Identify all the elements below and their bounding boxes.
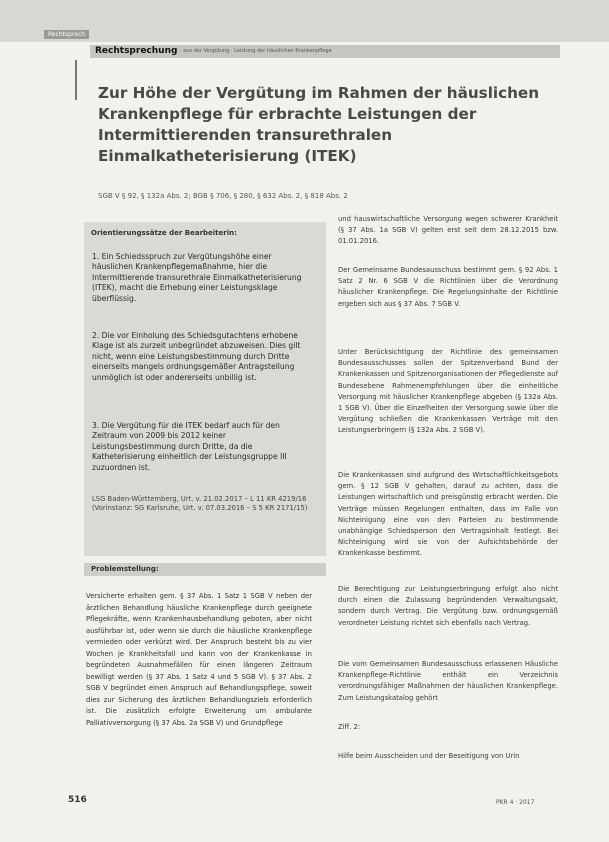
- header-subtitle: · aus der Vergütung · Leistung der häuslichen Krankenpflege: [180, 48, 332, 54]
- vertical-rule: [75, 60, 77, 100]
- orientation-heading: Orientierungssätze der Bearbeiterin:: [91, 229, 237, 237]
- article-citation: SGB V § 92, § 132a Abs. 2; BGB § 706, § 280, § 632 Abs. 2, § 818 Abs. 2: [98, 192, 348, 200]
- section-tag: Rechtsprech: [44, 30, 89, 39]
- orientation-item-1: 1. Ein Schiedsspruch zur Vergütungshöhe einer häuslichen Krankenpflegemaßnahme, hier die Intermittierende transurethrale Einmalkatheterisierung (ITEK), macht die Erhebung einer Leistungsklage überflüssig.: [92, 252, 302, 303]
- right-paragraph-2: Der Gemeinsame Bundesausschuss bestimmt gem. § 92 Abs. 1 Satz 2 Nr. 6 SGB V die Richtlinien über die Verordnung häuslicher Krankenpflege. Die Regelungsinhalte der Richtlinie ergeben sich aus § 37 Abs. 7 SGB V.: [338, 266, 558, 308]
- right-paragraph-3: Unter Berücksichtigung der Richtlinie des gemeinsamen Bundesausschusses sollen der Spitzenverband Bund der Krankenkassen und Spitzenorganisationen der Pflegedienste auf Bundesebene Rahmenempfehlungen über die einheitliche Versorgung mit häuslicher Krankenpflege abgeben (§ 132a Abs. 1 SGB V). Über die Einzelheiten der Versorgung sowie über die Vergütung schließen die Krankenkassen Verträge mit den Leistungserbringern (§ 132a Abs. 2 SGB V).: [338, 348, 558, 435]
- right-paragraph-7: Ziff. 2:: [338, 723, 361, 731]
- right-paragraph-6: Die vom Gemeinsamen Bundesausschuss erlassenen Häusliche Krankenpflege-Richtlinie enthält ein Verzeichnis verordnungsfähiger Maßnahmen der häuslichen Krankenpflege. Zum Leistungskatalog gehört: [338, 660, 558, 702]
- page-number: 516: [68, 795, 87, 805]
- problem-text: Versicherte erhalten gem. § 37 Abs. 1 Satz 1 SGB V neben der ärztlichen Behandlung häusliche Krankenpflege durch geeignete Pflegekräfte, wenn Krankenhausbehandlung geboten, aber nicht ausführbar ist, oder wenn sie durch die häusliche Krankenpflege vermieden oder verkürzt wird. Der Anspruch besteht bis zu vier Wochen je Krankheitsfall und kann von der Krankenkasse in begründeten Ausnahmefällen für einen längeren Zeitraum bewilligt werden (§ 37 Abs. 1 Satz 4 und 5 SGB V). § 37 Abs. 2 SGB V begründet einen Anspruch auf Behandlungspflege, soweit dies zur Sicherung des ärztlichen Behandlungsziels erforderlich ist. Die zusätzlich erfolgte Erweiterung um ambulante Palliativversorgung (§ 37 Abs. 2a SGB V) und Grundpflege: [86, 592, 312, 727]
- header-title: Rechtsprechung: [95, 46, 178, 56]
- orientation-item-3: 3. Die Vergütung für die ITEK bedarf auch für den Zeitraum von 2009 bis 2012 keiner Leistungsbestimmung durch Dritte, da die Katheterisierung einheitlich der Leistungsgruppe III zuzuordnen ist.: [92, 421, 287, 472]
- top-band: [0, 0, 609, 42]
- right-paragraph-8: Hilfe beim Ausscheiden und der Beseitigung von Urin: [338, 752, 520, 760]
- article-title: Zur Höhe der Vergütung im Rahmen der häuslichen Krankenpflege für erbrachte Leistungen der Intermittierenden transurethralen Einmalkatheterisierung (ITEK): [98, 84, 540, 165]
- problem-heading: Problemstellung:: [91, 565, 159, 573]
- right-paragraph-4: Die Krankenkassen sind aufgrund des Wirtschaftlichkeitsgebots gem. § 12 SGB V gehalten, darauf zu achten, dass die Leistungen wirtschaftlich und preisgünstig erbracht werden. Die Verträge müssen Regelungen enthalten, dass im Falle von Nichteinigung eine von den Parteien zu bestimmende unabhängige Schiedsperson den Vertragsinhalt festlegt. Bei Nichteinigung wird sie von der Aufsichtsbehörde der Krankenkasse bestimmt.: [338, 471, 558, 558]
- orientation-source: LSG Baden-Württemberg, Urt. v. 21.02.2017 – L 11 KR 4219/16 (Vorinstanz: SG Karlsruhe, Urt. v. 07.03.2016 – S 5 KR 2171/15): [92, 495, 308, 513]
- right-paragraph-5: Die Berechtigung zur Leistungserbringung erfolgt also nicht durch einen die Zulassung begründenden Verwaltungsakt, sondern durch Vertrag. Die Vergütung bzw. ordnungsgemäß verordneter Leistung richtet sich ebenfalls nach Vertrag.: [338, 585, 558, 627]
- journal-issue: PKR 4 · 2017: [496, 799, 535, 806]
- right-paragraph-1: und hauswirtschaftliche Versorgung wegen schwerer Krankheit (§ 37 Abs. 1a SGB V) gelten erst seit dem 28.12.2015 bzw. 01.01.2016.: [338, 215, 558, 246]
- orientation-item-2: 2. Die vor Einholung des Schiedsgutachtens erhobene Klage ist als zurzeit unbegründet abzuweisen. Dies gilt nicht, wenn eine Leistungsbestimmung durch Dritte einerseits mangels ordnungsgemäßer Antragstellung unmöglich ist oder andererseits unbillig ist.: [92, 331, 301, 382]
